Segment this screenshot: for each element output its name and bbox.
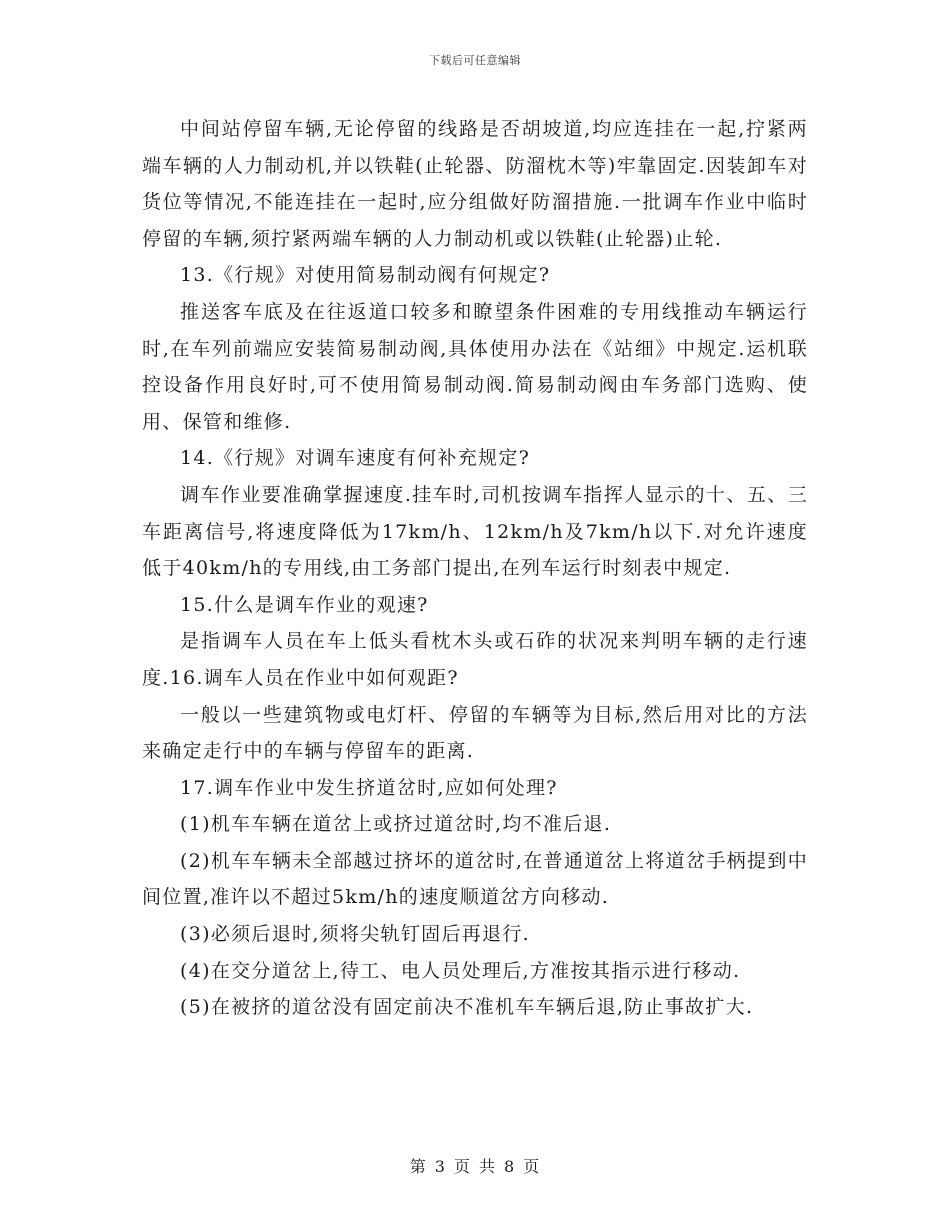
footer-page-label: 页 xyxy=(453,1157,471,1176)
question-15-heading: 15.什么是调车作业的观速? xyxy=(180,593,429,616)
answer-14-paragraph: 调车作业要准确掌握速度.挂车时,司机按调车指挥人显示的十、五、三车距离信号,将速度降低为17km/h、12km/h及7km/h以下.对允许速度低于40km/h的专用线,由工务部门提出,在列车运行时刻表中规定. xyxy=(142,483,808,580)
footer-suffix: 页 xyxy=(523,1157,541,1176)
footer-prefix: 第 xyxy=(409,1157,427,1176)
list-item-17-2: (2)机车车辆未全部越过挤坏的道岔时,在普通道岔上将道岔手柄提到中间位置,准许以不超过5km/h的速度顺道岔方向移动. xyxy=(142,849,808,909)
list-item-17-1: (1)机车车辆在道岔上或挤过道岔时,均不准后退. xyxy=(180,813,612,836)
list-item-17-3: (3)必须后退时,须将尖轨钉固后再退行. xyxy=(180,923,530,946)
current-page-number: 3 xyxy=(434,1157,446,1176)
total-pages-number: 8 xyxy=(504,1157,516,1176)
page-header: 下载后可任意编辑 xyxy=(429,54,521,67)
answer-13-paragraph: 推送客车底及在往返道口较多和瞭望条件困难的专用线推动车辆运行时,在车列前端应安装简易制动阀,具体使用办法在《站细》中规定.运机联控设备作用良好时,可不使用简易制动阀.简易制动阀由车务部门选购、使用、保管和维修. xyxy=(142,300,808,433)
question-13-heading: 13.《行规》对使用简易制动阀有何规定? xyxy=(180,264,551,287)
document-body xyxy=(142,111,808,1026)
list-item-17-4: (4)在交分道岔上,待工、电人员处理后,方准按其指示进行移动. xyxy=(180,959,741,982)
list-item-17-5: (5)在被挤的道岔没有固定前决不准机车车辆后退,防止事故扩大. xyxy=(180,996,754,1019)
question-17-heading: 17.调车作业中发生挤道岔时,应如何处理? xyxy=(180,776,558,799)
question-14-heading: 14.《行规》对调车速度有何补充规定? xyxy=(180,447,531,470)
page-footer xyxy=(0,1154,950,1177)
answer-16-paragraph: 一般以一些建筑物或电灯杆、停留的车辆等为目标,然后用对比的方法来确定走行中的车辆与停留车的距离. xyxy=(142,703,808,763)
paragraph-anti-roll-measures: 中间站停留车辆,无论停留的线路是否胡坡道,均应连挂在一起,拧紧两端车辆的人力制动机,并以铁鞋(止轮器、防溜枕木等)牢靠固定.因装卸车对货位等情况,不能连挂在一起时,应分组做好防溜措施.一批调车作业中临时停留的车辆,须拧紧两端车辆的人力制动机或以铁鞋(止轮器)止轮. xyxy=(142,118,808,250)
footer-total-label: 共 xyxy=(479,1157,497,1176)
answer-15-paragraph: 是指调车人员在车上低头看枕木头或石砟的状况来判明车辆的走行速度.16.调车人员在作业中如何观距? xyxy=(142,630,808,689)
